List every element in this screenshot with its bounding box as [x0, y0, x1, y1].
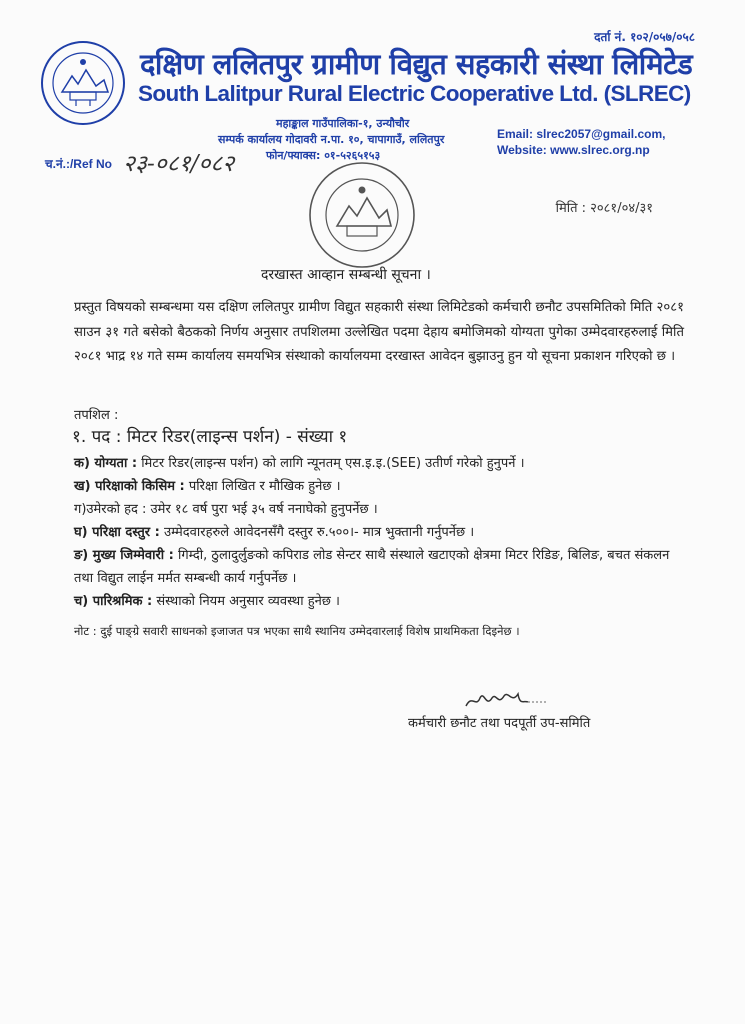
organization-name-english: South Lalitpur Rural Electric Cooperative Ltd. (SLREC) [138, 81, 691, 106]
requirement-item [74, 498, 674, 521]
email-link[interactable]: Email: slrec2057@gmail.com, [497, 127, 666, 141]
website-link[interactable]: Website: www.slrec.org.np [497, 143, 650, 157]
requirement-item [74, 475, 674, 498]
reference-value: २३-०८१/०८२ [123, 151, 235, 177]
address-block [218, 116, 444, 164]
registration-number: दर्ता नं. १०२/०५७/०५८ [594, 30, 695, 44]
phone-line: फोन/फ्याक्स: ०१-५२६५१५३ [266, 149, 381, 162]
notice-date: मिति : २०८१/०४/३१ [555, 201, 653, 216]
notice-body: प्रस्तुत विषयको सम्बन्धमा यस दक्षिण ललितपुर ग्रामीण विद्युत सहकारी संस्था लिमिटेडको कर्मचारी छनौट उपसमितिको मिति २०८१ साउन ३१ गते बसेको बैठकको निर्णय अनुसार तपशिलमा उल्लेखित पदमा देहाय बमोजिमको योग्यता पुगेका उम्मेदवारहरुलाई मिति २०८१ भाद्र १४ गते सम्म कार्यालय समयभित्र संस्थाको कार्यालयमा दरखास्त आवेदन बुझाउनु हुन यो सूचना प्रकाशन गरिएको छ । [74, 300, 684, 364]
notice-note: नोट : दुई पाङ्ग्रे सवारी साधनको इजाजत पत्र भएका साथै स्थानिय उम्मेदवारलाई विशेष प्राथमिकता दिइनेछ । [74, 624, 520, 638]
reference-label: च.नं.:/Ref No [45, 157, 112, 171]
requirement-text: उम्मेदवारहरुले आवेदनसँगै दस्तुर रु.५००।- मात्र भुक्तानी गर्नुपर्नेछ । [159, 525, 475, 540]
requirement-label: क) योग्यता : [74, 456, 138, 471]
requirement-label: ख) परिक्षाको किसिम : [74, 479, 185, 494]
requirement-label: च) पारिश्रमिक : [74, 594, 153, 609]
post-title: १. पद : मिटर रिडर(लाइन्स पर्शन) - संख्या १ [72, 427, 348, 447]
requirement-label: घ) परिक्षा दस्तुर : [74, 525, 160, 540]
office-stamp [307, 160, 417, 270]
requirements-list [74, 452, 674, 613]
address-line-1: महाङ्काल गाउँपालिका-१, उन्यौचौर [276, 117, 410, 130]
organization-name-nepali: दक्षिण ललितपुर ग्रामीण विद्युत सहकारी संस्था लिमिटेड [140, 47, 693, 81]
requirement-text: परिक्षा लिखित र मौखिक हुनेछ । [184, 479, 341, 494]
requirement-label: ङ) मुख्य जिम्मेवारी : [74, 548, 174, 563]
notice-subject: दरखास्त आव्हान सम्बन्धी सूचना । [261, 267, 431, 283]
requirement-text: संस्थाको नियम अनुसार व्यवस्था हुनेछ । [152, 594, 340, 609]
requirement-item [74, 590, 674, 613]
schedule-label: तपशिल : [74, 408, 119, 423]
contact-block [497, 126, 665, 158]
requirement-item [74, 544, 674, 590]
requirement-item [74, 521, 674, 544]
address-line-2: सम्पर्क कार्यालय गोदावरी न.पा. १०, चापागाउँ, ललितपुर [218, 133, 445, 146]
requirement-item [74, 452, 674, 475]
organization-logo-seal [40, 40, 126, 126]
reference-number [45, 146, 234, 178]
requirement-text: मिटर रिडर(लाइन्स पर्शन) को लागि न्यूनतम् एस.इ.इ.(SEE) उतीर्ण गरेको हुनुपर्ने । [137, 456, 525, 471]
signatory-committee: कर्मचारी छनौट तथा पदपूर्ती उप-समिति [408, 716, 591, 731]
requirement-text: ग)उमेरको हद : उमेर १८ वर्ष पुरा भई ३५ वर्ष ननाघेको हुनुपर्नेछ । [74, 502, 378, 517]
requirement-text: गिम्दी, ठुलादुर्लुङको कपिराड लोड सेन्टर साथै संस्थाले खटाएको क्षेत्रमा मिटर रिडिङ, बिलिङ, बचत संकलन तथा विद्युत लाईन मर्मत सम्बन्धी कार्य गर्नुपर्नेछ । [74, 548, 670, 586]
